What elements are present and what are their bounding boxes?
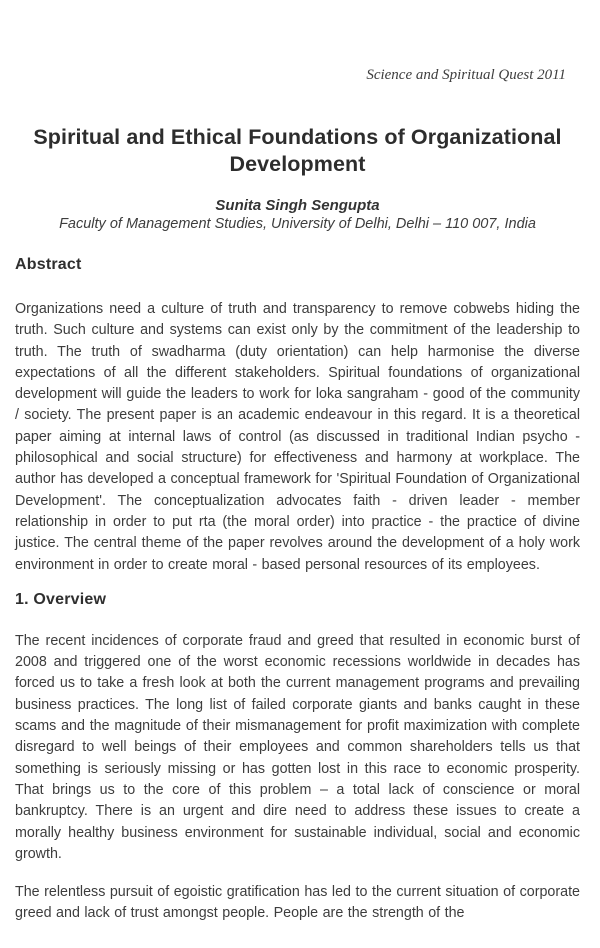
overview-heading: 1. Overview <box>15 590 107 608</box>
paper-title: Spiritual and Ethical Foundations of Organizational Development <box>33 125 562 176</box>
running-head: Science and Spiritual Quest 2011 <box>366 67 566 83</box>
abstract-heading: Abstract <box>15 256 82 273</box>
section-abstract <box>15 255 580 576</box>
overview-paragraph-2: The relentless pursuit of egoistic gratification has led to the current situation of corporate greed and lack of trust amongst people. People are the strength of the <box>15 884 580 922</box>
author-name: Sunita Singh Sengupta <box>215 197 380 214</box>
section-overview <box>15 590 580 925</box>
abstract-paragraph: Organizations need a culture of truth and transparency to remove cobwebs hiding the truth. Such culture and systems can exist only by the commitment of the leadership to truth. The truth of swadharma (duty orientation) can help harmonise the diverse expectations of all the different stakeholders. Spiritual foundations of organizational development will guide the leaders to work for loka sangraham - good of the community / society. The present paper is an academic endeavour in this regard. It is a theoretical paper aiming at internal laws of control (as discussed in traditional Indian psycho - philosophical and social structure) for effectiveness and harmony at workplace. The author has developed a conceptual framework for 'Spiritual Foundation of Organizational Development'. The conceptualization advocates faith - driven leader - member relationship in order to put rta (the moral order) into practice - the practice of divine justice. The central theme of the paper revolves around the development of a holy work environment in order to create moral - based personal resources of its employees. <box>15 301 580 573</box>
author-affiliation: Faculty of Management Studies, University of Delhi, Delhi – 110 007, India <box>59 216 536 232</box>
overview-paragraph-1: The recent incidences of corporate fraud and greed that resulted in economic burst of 2008 and triggered one of the worst economic recessions worldwide in decades has forced us to take a fresh look at both the current management programs and prevailing business practices. The long list of failed corporate giants and banks caught in these scams and the magnitude of their mismanagement for profit maximization with complete disregard to well beings of their employees and common shareholders tells us that something is seriously missing or has gotten lost in this race to economic prosperity. That brings us to the core of this problem – a total lack of conscience or moral bankruptcy. There is an urgent and dire need to address these issues to create a morally healthy business environment for sustainable individual, social and economic growth. <box>15 632 580 862</box>
byline <box>15 196 580 234</box>
